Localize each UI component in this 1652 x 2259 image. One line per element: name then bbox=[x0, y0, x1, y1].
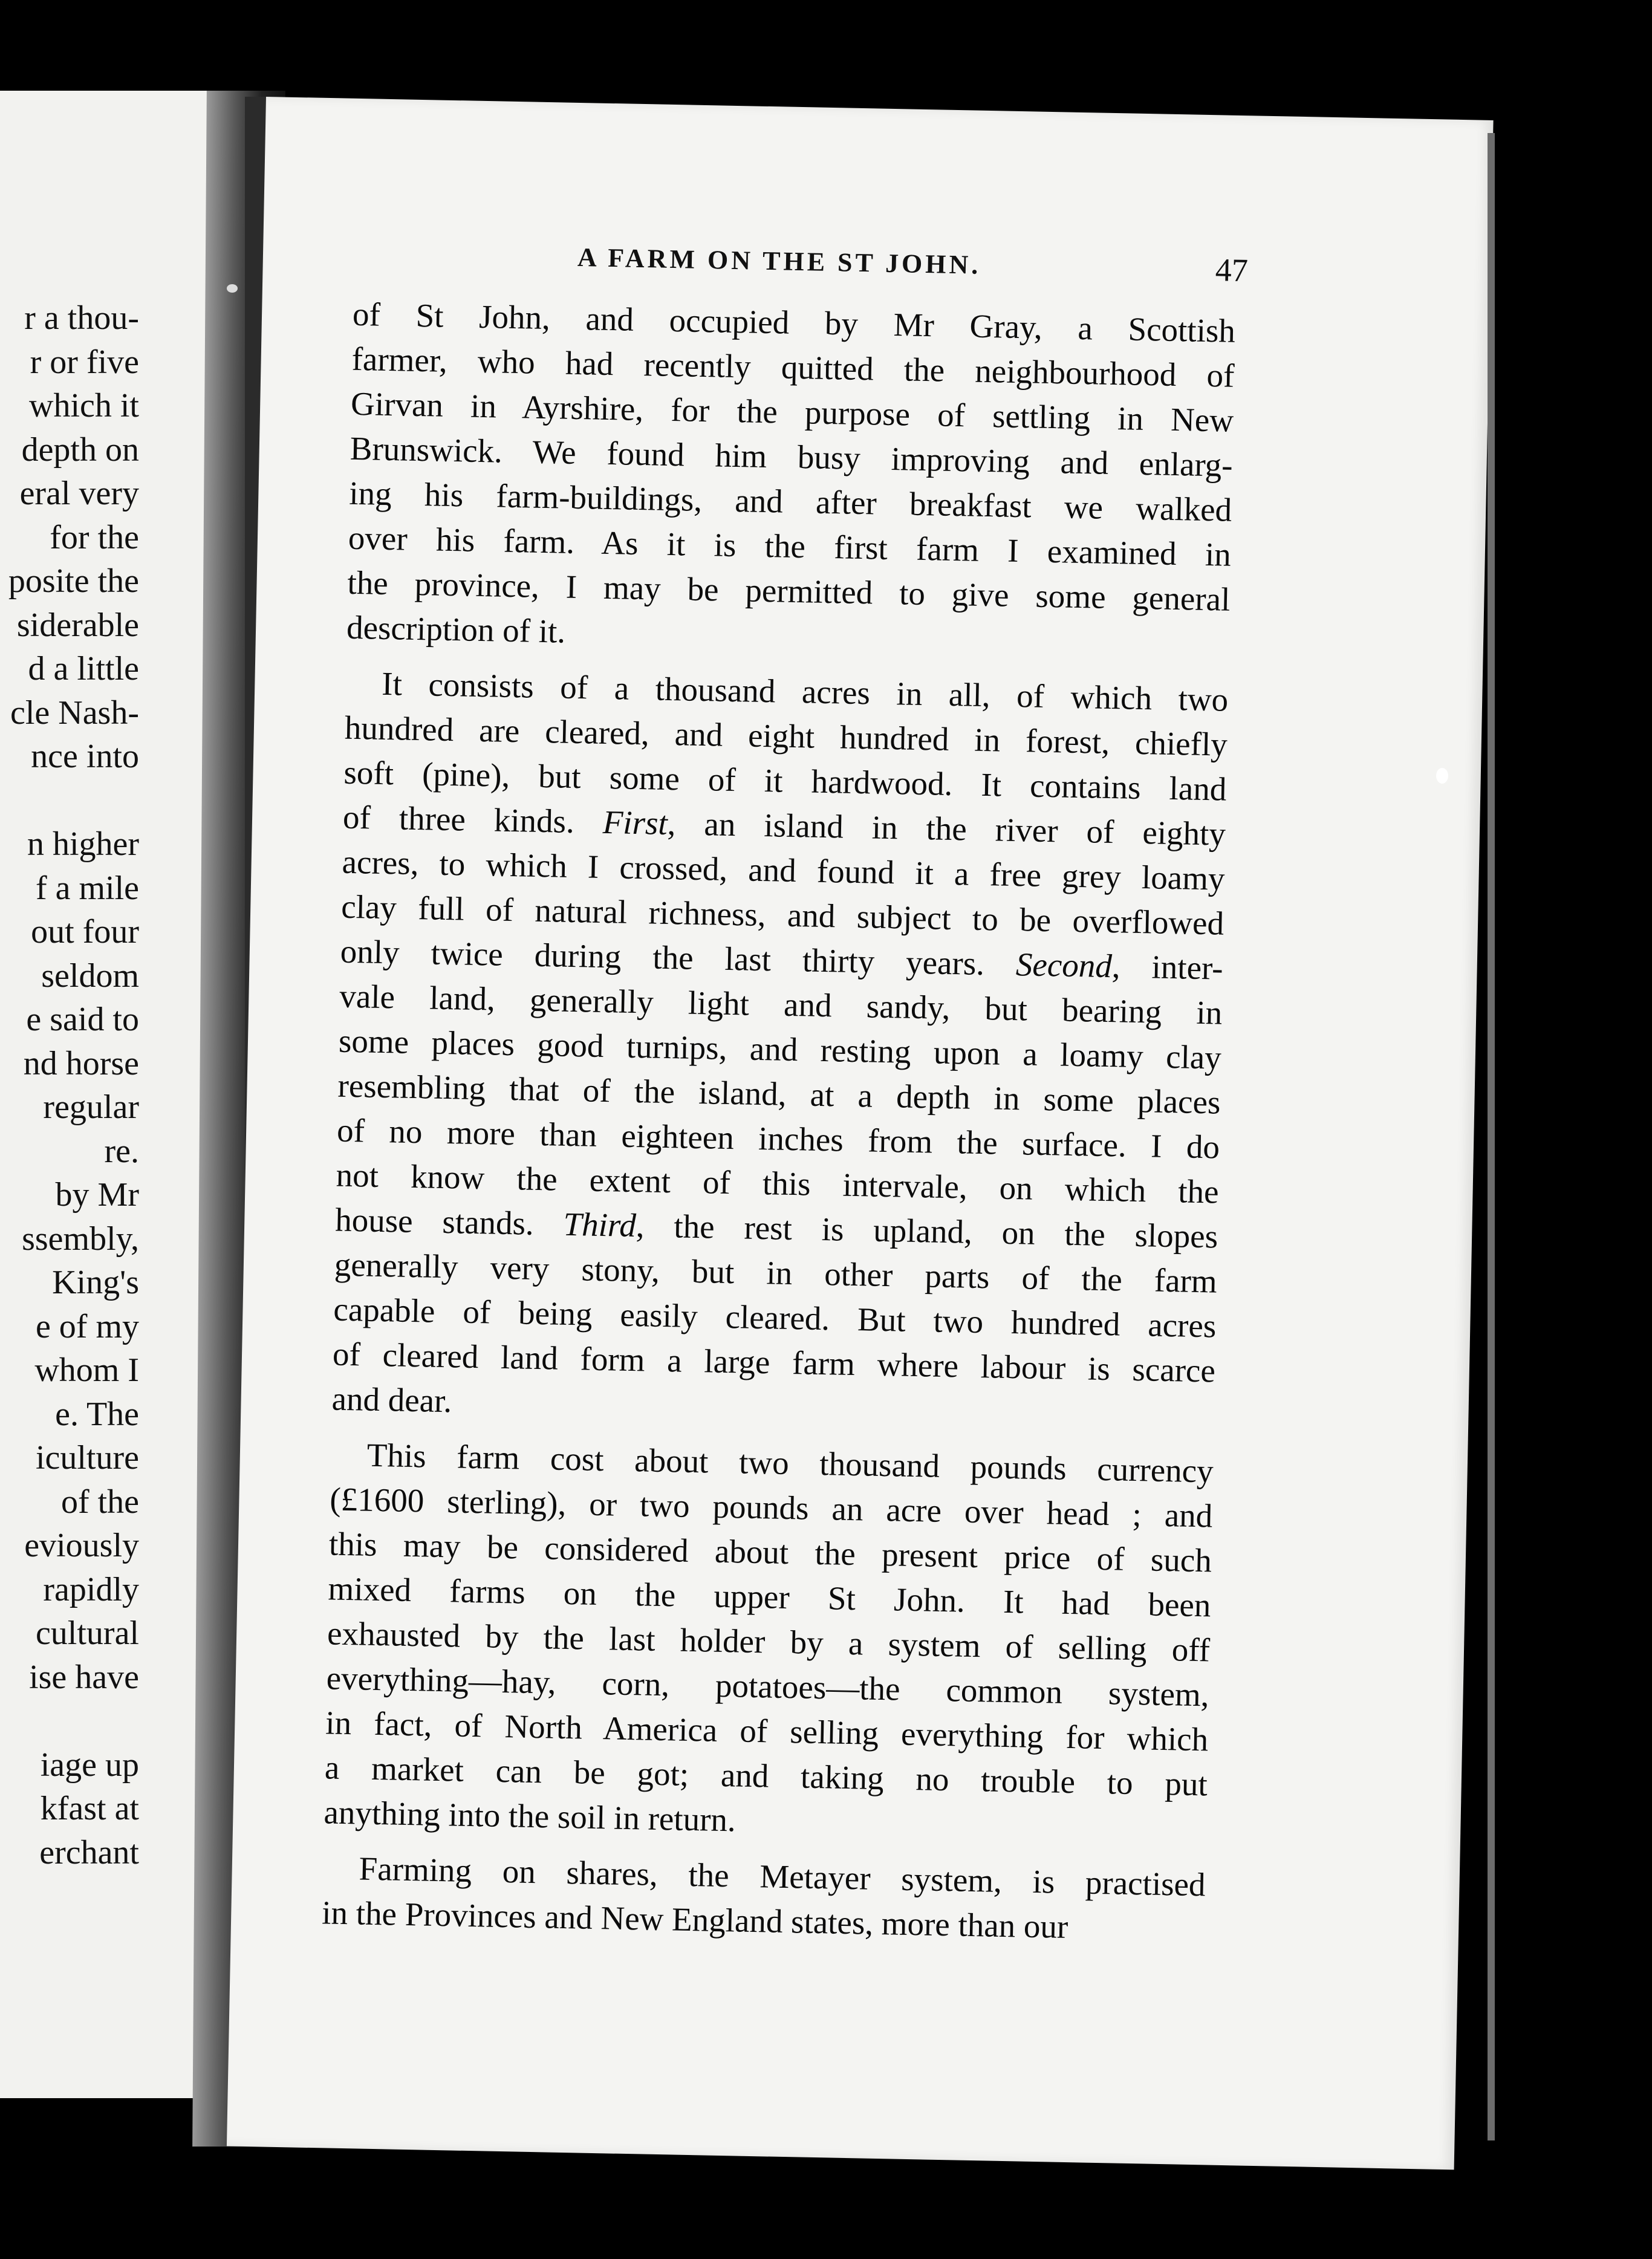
left-page-text-fragments bbox=[8, 296, 139, 1874]
text-line: description of it. bbox=[346, 608, 566, 650]
text-line: in the Provinces and New England states, more than our bbox=[321, 1894, 1068, 1946]
left-page-line: n higher bbox=[27, 825, 139, 863]
paragraph bbox=[322, 1845, 1206, 1952]
left-page-line: iage up bbox=[40, 1746, 139, 1784]
left-page-line: f a mile bbox=[35, 869, 139, 907]
left-page-line: of the bbox=[60, 1483, 139, 1521]
text-line: the province, I may be permitted to give some general bbox=[347, 564, 1231, 618]
left-page-line: e. The bbox=[55, 1395, 139, 1433]
text-line: this may be considered about the present price of such bbox=[328, 1525, 1212, 1579]
left-page-line: eral very bbox=[19, 475, 139, 512]
text-line: some places good turnips, and resting upon a loamy clay bbox=[338, 1022, 1222, 1076]
left-page-line: d a little bbox=[28, 650, 139, 687]
left-page-line: seldom bbox=[41, 957, 139, 995]
text-line: house stands. Third, the rest is upland, on the slopes bbox=[334, 1201, 1218, 1255]
left-page-line: kfast at bbox=[40, 1790, 139, 1827]
left-page-line: ise have bbox=[29, 1658, 139, 1696]
left-page-line: cultural bbox=[35, 1614, 139, 1652]
left-page-line: out four bbox=[31, 913, 139, 951]
text-line: a market can be got; and taking no trouble to put bbox=[324, 1749, 1208, 1803]
left-page-line: iculture bbox=[35, 1439, 139, 1477]
scan-speck bbox=[227, 284, 238, 293]
text-line: hundred are cleared, and eight hundred in forest, chiefly bbox=[344, 709, 1228, 763]
left-page-line: re. bbox=[104, 1132, 139, 1170]
left-page-line: by Mr bbox=[55, 1176, 139, 1214]
text-line: generally very stony, but in other parts of the farm bbox=[334, 1246, 1218, 1300]
left-page-line: siderable bbox=[16, 606, 139, 644]
text-line: (£1600 sterling), or two pounds an acre over head ; and bbox=[329, 1480, 1213, 1535]
text-line: soft (pine), but some of it hardwood. It contains land bbox=[343, 753, 1227, 808]
left-page-line: regular bbox=[43, 1088, 139, 1126]
text-line: vale land, generally light and sandy, but bearing in bbox=[339, 977, 1223, 1032]
left-page-line: cle Nash- bbox=[10, 694, 139, 732]
left-page-line: r or five bbox=[30, 343, 139, 381]
left-page-line: e of my bbox=[35, 1307, 139, 1345]
text-line: This farm cost about two thousand pounds currency bbox=[366, 1436, 1214, 1490]
text-line: Girvan in Ayrshire, for the purpose of settling in New bbox=[350, 385, 1234, 439]
left-page-line: erchant bbox=[39, 1833, 139, 1871]
text-line: ing his farm-buildings, and after breakfast we walked bbox=[348, 474, 1232, 528]
text-line: anything into the soil in return. bbox=[323, 1793, 737, 1839]
text-line: of no more than eighteen inches from the surface. I do bbox=[336, 1111, 1220, 1166]
text-line: resembling that of the island, at a depth in some places bbox=[337, 1067, 1221, 1121]
text-line: of St John, and occupied by Mr Gray, a Scottish bbox=[352, 295, 1236, 349]
text-line: of three kinds. First, an island in the river of eighty bbox=[342, 798, 1226, 853]
paragraph bbox=[324, 1432, 1214, 1851]
text-line: It consists of a thousand acres in all, of which two bbox=[381, 665, 1229, 718]
page-edge bbox=[1488, 133, 1495, 2140]
text-line: mixed farms on the upper St John. It had been bbox=[328, 1570, 1211, 1624]
left-page-line: posite the bbox=[8, 562, 139, 600]
text-line: exhausted by the last holder by a system of selling off bbox=[327, 1614, 1211, 1669]
text-line: in fact, of North America of selling everything for which bbox=[325, 1704, 1209, 1758]
left-page-line: e said to bbox=[26, 1001, 139, 1038]
left-page-line: King's bbox=[52, 1264, 139, 1301]
text-line: of cleared land form a large farm where labour is scarce bbox=[332, 1335, 1216, 1390]
running-head: A FARM ON THE ST JOHN. bbox=[577, 242, 981, 280]
scan-speck bbox=[1436, 768, 1448, 784]
left-page-line: eviously bbox=[24, 1527, 139, 1564]
paragraph bbox=[346, 292, 1235, 667]
left-page-line: nce into bbox=[31, 738, 139, 775]
right-page bbox=[227, 97, 1494, 2170]
text-line: acres, to which I crossed, and found it a free grey loamy bbox=[342, 843, 1226, 897]
text-line: not know the extent of this intervale, on which the bbox=[336, 1156, 1220, 1211]
left-page-line bbox=[8, 1699, 139, 1743]
left-page-line bbox=[8, 779, 139, 823]
text-line: capable of being easily cleared. But two hundred acres bbox=[333, 1290, 1217, 1345]
left-page-line: which it bbox=[29, 387, 139, 424]
paragraph bbox=[331, 661, 1229, 1438]
left-page-line: depth on bbox=[21, 431, 139, 469]
left-page-line: nd horse bbox=[23, 1044, 139, 1082]
text-line: farmer, who had recently quitted the neighbourhood of bbox=[351, 340, 1235, 394]
body-text bbox=[321, 292, 1235, 1963]
left-page-line: rapidly bbox=[43, 1570, 139, 1608]
text-line: Brunswick. We found him busy improving and enlarg- bbox=[350, 429, 1234, 484]
left-page-line: r a thou- bbox=[24, 299, 139, 337]
text-line: clay full of natural richness, and subject to be overflowed bbox=[340, 888, 1224, 942]
text-line: and dear. bbox=[331, 1380, 452, 1420]
page-number: 47 bbox=[1215, 252, 1249, 289]
left-page-line: ssembly, bbox=[22, 1220, 139, 1258]
text-line: everything—hay, corn, potatoes—the common system, bbox=[326, 1659, 1210, 1714]
text-line: only twice during the last thirty years. Second, inter- bbox=[340, 932, 1224, 987]
left-page-line: for the bbox=[50, 518, 139, 556]
left-page-line: whom I bbox=[34, 1351, 139, 1389]
text-line: over his farm. As it is the first farm I examined in bbox=[348, 519, 1232, 573]
text-line: Farming on shares, the Metayer system, is practised bbox=[359, 1850, 1206, 1903]
